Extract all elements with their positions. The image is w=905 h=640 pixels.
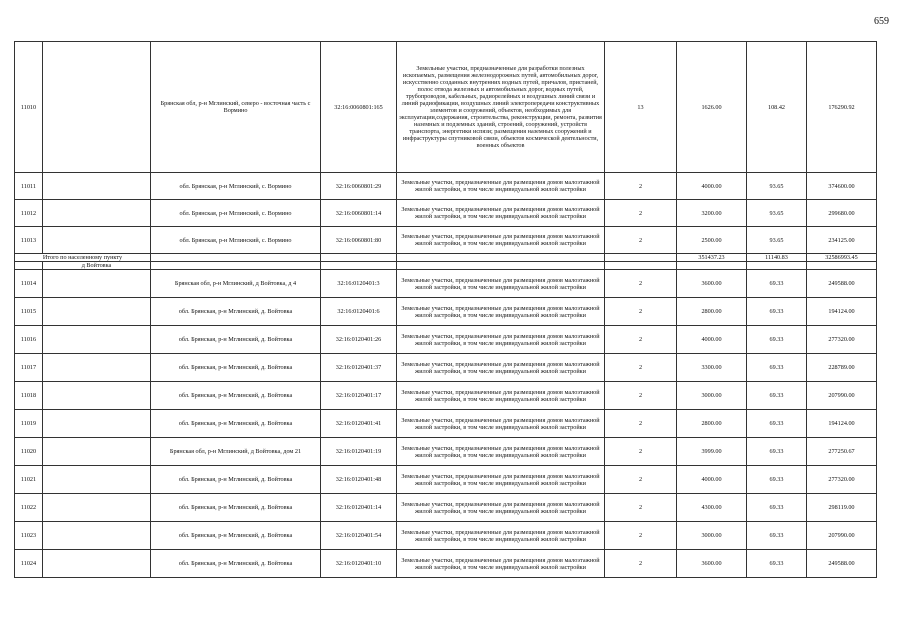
table-row [15,438,877,466]
row-number: 11011 [15,173,43,200]
row-area: 2800.00 [677,410,747,438]
summary-value: 32586993.45 [807,254,877,262]
row-area: 1626.00 [677,42,747,173]
row-specific-value: 93.65 [747,227,807,254]
summary-area: 351437.23 [677,254,747,262]
summary-label: Итого по населенному пункту [15,254,151,262]
row-area: 4000.00 [677,173,747,200]
row-empty-cell [43,270,151,298]
row-empty-cell [43,438,151,466]
row-empty-cell [43,298,151,326]
row-area: 3000.00 [677,382,747,410]
row-address: обл. Брянская, р-н Мглинский, д. Войтовка [151,550,321,578]
row-use-group: 2 [605,173,677,200]
row-cadastral-value: 176290.92 [807,42,877,173]
row-number: 11023 [15,522,43,550]
row-cadastral-number: 32:16:0120401:10 [321,550,397,578]
row-number: 11022 [15,494,43,522]
row-use-group: 2 [605,466,677,494]
row-address: обл. Брянская, р-н Мглинский, с. Вормино [151,173,321,200]
row-cadastral-value: 299680.00 [807,200,877,227]
table-row [15,270,877,298]
row-address: Брянская обл, р-н Мглинский, д Войтовка, дом 21 [151,438,321,466]
row-cadastral-number: 32:16:0120401:14 [321,494,397,522]
summary-empty-address [151,254,321,262]
row-address: обл. Брянская, р-н Мглинский, с. Вормино [151,227,321,254]
table-row [15,410,877,438]
table-row [15,42,877,173]
row-empty-cell [43,410,151,438]
locality-empty-cadastral [321,262,397,270]
row-specific-value: 69.33 [747,298,807,326]
locality-empty-area [677,262,747,270]
row-number: 11015 [15,298,43,326]
row-permitted-use: Земельные участки, предназначенные для размещения домов малоэтажной жилой застройки, в том числе индивидуальной жилой застройки [397,354,605,382]
row-area: 2800.00 [677,298,747,326]
row-use-group: 2 [605,438,677,466]
row-cadastral-value: 228789.00 [807,354,877,382]
row-specific-value: 69.33 [747,522,807,550]
table-row [15,298,877,326]
row-cadastral-value: 207990.00 [807,522,877,550]
row-empty-cell [43,227,151,254]
row-cadastral-value: 234125.00 [807,227,877,254]
row-area: 4000.00 [677,326,747,354]
row-specific-value: 69.33 [747,494,807,522]
row-number: 11017 [15,354,43,382]
locality-empty-group [605,262,677,270]
row-cadastral-number: 32:16:0060801:29 [321,173,397,200]
row-address: обл. Брянская, р-н Мглинский, д. Войтовка [151,298,321,326]
row-area: 4300.00 [677,494,747,522]
table-row [15,466,877,494]
row-permitted-use: Земельные участки, предназначенные для размещения домов малоэтажной жилой застройки, в том числе индивидуальной жилой застройки [397,270,605,298]
row-cadastral-value: 249588.00 [807,550,877,578]
row-specific-value: 69.33 [747,550,807,578]
table-row [15,227,877,254]
row-cadastral-value: 277320.00 [807,326,877,354]
row-use-group: 2 [605,410,677,438]
table-body-upper [15,42,877,254]
row-address: обл. Брянская, р-н Мглинский, д. Войтовка [151,522,321,550]
row-number: 11014 [15,270,43,298]
row-use-group: 13 [605,42,677,173]
row-area: 3600.00 [677,270,747,298]
row-specific-value: 69.33 [747,270,807,298]
table-row [15,354,877,382]
summary-empty-use [397,254,605,262]
row-cadastral-number: 32:16:0120401:54 [321,522,397,550]
row-address: Брянская обл, р-н Мглинский, д Войтовка, д 4 [151,270,321,298]
row-specific-value: 93.65 [747,173,807,200]
row-specific-value: 69.33 [747,354,807,382]
row-use-group: 2 [605,326,677,354]
row-permitted-use: Земельные участки, предназначенные для размещения домов малоэтажной жилой застройки, в том числе индивидуальной жилой застройки [397,466,605,494]
row-permitted-use: Земельные участки, предназначенные для размещения домов малоэтажной жилой застройки, в том числе индивидуальной жилой застройки [397,522,605,550]
row-empty-cell [43,354,151,382]
row-empty-cell [43,522,151,550]
row-specific-value: 69.33 [747,438,807,466]
row-address: Брянская обл, р-н Мглинский, северо - восточная часть с Вормино [151,42,321,173]
table-row [15,550,877,578]
row-use-group: 2 [605,494,677,522]
row-permitted-use: Земельные участки, предназначенные для размещения домов малоэтажной жилой застройки, в том числе индивидуальной жилой застройки [397,200,605,227]
row-use-group: 2 [605,550,677,578]
row-specific-value: 69.33 [747,382,807,410]
row-cadastral-number: 32:16:0120401:6 [321,298,397,326]
row-permitted-use: Земельные участки, предназначенные для размещения домов малоэтажной жилой застройки, в том числе индивидуальной жилой застройки [397,550,605,578]
row-area: 2500.00 [677,227,747,254]
row-empty-cell [43,550,151,578]
table-row [15,200,877,227]
row-area: 3999.00 [677,438,747,466]
row-area: 3300.00 [677,354,747,382]
row-permitted-use: Земельные участки, предназначенные для разработки полезных ископаемых, размещения железнодорожных путей, автомобильных дорог, искусственно созданных внутренних водных путей, причалов, пристаней, полос отвода железных и автомобильных дорог, водных путей, трубопроводов, кабельных, радиорелейных и воздушных линий связи и линий радиофикации, воздушных линий электропередачи конструктивных элементов и сооружений, объектов, необходимых для эксплуатации,содержания, строительства, реконструкции, ремонта, развития наземных и подземных зданий, строений, сооружений, устройств транспорта, энергетики испязи; размещения наземных сооружений и инфраструктуры спутниковой связи, объектов космической деятельности, военных объектов [397,42,605,173]
row-number: 11021 [15,466,43,494]
locality-row [15,262,877,270]
row-cadastral-number: 32:16:0120401:3 [321,270,397,298]
row-area: 3200.00 [677,200,747,227]
row-permitted-use: Земельные участки, предназначенные для размещения домов малоэтажной жилой застройки, в том числе индивидуальной жилой застройки [397,382,605,410]
row-permitted-use: Земельные участки, предназначенные для размещения домов малоэтажной жилой застройки, в том числе индивидуальной жилой застройки [397,410,605,438]
row-cadastral-value: 207990.00 [807,382,877,410]
row-empty-cell [43,466,151,494]
row-area: 3600.00 [677,550,747,578]
row-cadastral-value: 194124.00 [807,410,877,438]
row-use-group: 2 [605,522,677,550]
row-address: обл. Брянская, р-н Мглинский, д. Войтовка [151,494,321,522]
table-row [15,173,877,200]
row-cadastral-value: 277250.67 [807,438,877,466]
row-address: обл. Брянская, р-н Мглинский, д. Войтовка [151,326,321,354]
row-number: 11012 [15,200,43,227]
row-specific-value: 69.33 [747,466,807,494]
row-permitted-use: Земельные участки, предназначенные для размещения домов малоэтажной жилой застройки, в том числе индивидуальной жилой застройки [397,227,605,254]
row-cadastral-number: 32:16:0120401:48 [321,466,397,494]
row-permitted-use: Земельные участки, предназначенные для размещения домов малоэтажной жилой застройки, в том числе индивидуальной жилой застройки [397,438,605,466]
summary-row [15,254,877,262]
row-number: 11010 [15,42,43,173]
table-row [15,494,877,522]
row-permitted-use: Земельные участки, предназначенные для размещения домов малоэтажной жилой застройки, в том числе индивидуальной жилой застройки [397,298,605,326]
row-cadastral-value: 298119.00 [807,494,877,522]
row-specific-value: 108.42 [747,42,807,173]
row-permitted-use: Земельные участки, предназначенные для размещения домов малоэтажной жилой застройки, в том числе индивидуальной жилой застройки [397,326,605,354]
row-specific-value: 69.33 [747,326,807,354]
row-number: 11020 [15,438,43,466]
row-address: обл. Брянская, р-н Мглинский, д. Войтовка [151,410,321,438]
row-number: 11019 [15,410,43,438]
row-cadastral-number: 32:16:0060801:14 [321,200,397,227]
row-cadastral-number: 32:16:0120401:37 [321,354,397,382]
cadastral-value-table [14,41,877,578]
row-cadastral-value: 374600.00 [807,173,877,200]
row-empty-cell [43,382,151,410]
row-use-group: 2 [605,382,677,410]
row-cadastral-number: 32:16:0060801:80 [321,227,397,254]
locality-empty-use [397,262,605,270]
locality-name: д Войтовка [43,262,151,270]
row-empty-cell [43,326,151,354]
row-address: обл. Брянская, р-н Мглинский, д. Войтовка [151,466,321,494]
row-empty-cell [43,200,151,227]
table-row [15,382,877,410]
row-address: обл. Брянская, р-н Мглинский, д. Войтовка [151,354,321,382]
locality-empty-rate [747,262,807,270]
table-row [15,326,877,354]
row-use-group: 2 [605,354,677,382]
table-body-summary [15,254,877,270]
row-empty-cell [43,173,151,200]
row-number: 11018 [15,382,43,410]
row-specific-value: 69.33 [747,410,807,438]
row-cadastral-number: 32:16:0120401:19 [321,438,397,466]
locality-empty-value [807,262,877,270]
row-cadastral-number: 32:16:0120401:26 [321,326,397,354]
row-number: 11013 [15,227,43,254]
summary-rate: 11140.83 [747,254,807,262]
row-use-group: 2 [605,227,677,254]
locality-empty-num [15,262,43,270]
row-empty-cell [43,42,151,173]
row-use-group: 2 [605,298,677,326]
table-row [15,522,877,550]
row-cadastral-value: 277320.00 [807,466,877,494]
row-cadastral-number: 32:16:0120401:17 [321,382,397,410]
summary-empty-group [605,254,677,262]
row-use-group: 2 [605,270,677,298]
page-number: 659 [874,16,889,27]
row-area: 3000.00 [677,522,747,550]
row-number: 11016 [15,326,43,354]
row-number: 11024 [15,550,43,578]
summary-empty-cadastral [321,254,397,262]
table-body-lower [15,270,877,578]
row-cadastral-number: 32:16:0120401:41 [321,410,397,438]
row-address: обл. Брянская, р-н Мглинский, с. Вормино [151,200,321,227]
locality-empty-address [151,262,321,270]
row-empty-cell [43,494,151,522]
row-permitted-use: Земельные участки, предназначенные для размещения домов малоэтажной жилой застройки, в том числе индивидуальной жилой застройки [397,173,605,200]
row-specific-value: 93.65 [747,200,807,227]
row-cadastral-value: 249588.00 [807,270,877,298]
row-cadastral-number: 32:16:0060801:165 [321,42,397,173]
row-cadastral-value: 194124.00 [807,298,877,326]
row-permitted-use: Земельные участки, предназначенные для размещения домов малоэтажной жилой застройки, в том числе индивидуальной жилой застройки [397,494,605,522]
row-address: обл. Брянская, р-н Мглинский, д. Войтовка [151,382,321,410]
row-use-group: 2 [605,200,677,227]
row-area: 4000.00 [677,466,747,494]
